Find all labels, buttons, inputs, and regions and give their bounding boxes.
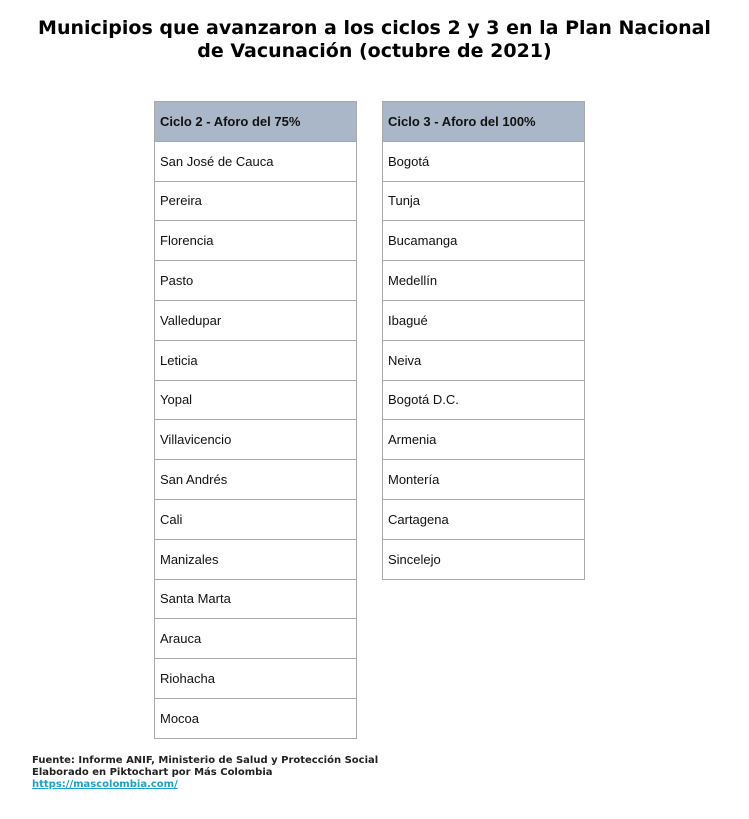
table-cell: Cali: [155, 499, 357, 539]
table-row: [155, 659, 357, 699]
table-row: [383, 141, 585, 181]
table-row: [155, 539, 357, 579]
table-row: [155, 499, 357, 539]
table-row: [155, 420, 357, 460]
table-cell: Medellín: [383, 261, 585, 301]
table-cell: Bucamanga: [383, 221, 585, 261]
table-cell: Armenia: [383, 420, 585, 460]
table-cell: Ibagué: [383, 300, 585, 340]
table-row: [383, 539, 585, 579]
table-cell: Valledupar: [155, 300, 357, 340]
table-cell: Montería: [383, 460, 585, 500]
page-title: [0, 17, 749, 63]
table-cell: Florencia: [155, 221, 357, 261]
table-header-row: [155, 102, 357, 142]
table-row: [155, 698, 357, 738]
table-cell: Villavicencio: [155, 420, 357, 460]
table-row: [155, 460, 357, 500]
table-row: [383, 261, 585, 301]
column-header-ciclo-2: Ciclo 2 - Aforo del 75%: [155, 102, 357, 142]
column-header-ciclo-3: Ciclo 3 - Aforo del 100%: [383, 102, 585, 142]
table-cell: Neiva: [383, 340, 585, 380]
table-header-row: [383, 102, 585, 142]
table-ciclo-2: [154, 101, 357, 739]
table-row: [383, 420, 585, 460]
table-row: [383, 460, 585, 500]
table-row: [155, 261, 357, 301]
table-row: [383, 221, 585, 261]
table-row: [155, 181, 357, 221]
table-cell: Riohacha: [155, 659, 357, 699]
table-cell: Leticia: [155, 340, 357, 380]
table-row: [155, 340, 357, 380]
table-row: [155, 221, 357, 261]
table-cell: Mocoa: [155, 698, 357, 738]
source-note: Fuente: Informe ANIF, Ministerio de Salud y Protección Social: [32, 755, 379, 766]
table-cell: Cartagena: [383, 499, 585, 539]
table-cell: Santa Marta: [155, 579, 357, 619]
table-row: [383, 300, 585, 340]
table-cell: Sincelejo: [383, 539, 585, 579]
table-cell: San Andrés: [155, 460, 357, 500]
table-cell: Pasto: [155, 261, 357, 301]
table-row: [155, 579, 357, 619]
credit-note: Elaborado en Piktochart por Más Colombia: [32, 767, 273, 778]
table-row: [155, 300, 357, 340]
table-cell: Arauca: [155, 619, 357, 659]
title-line-1: Municipios que avanzaron a los ciclos 2 y 3 en la Plan Nacional: [38, 17, 711, 39]
table-row: [155, 141, 357, 181]
table-cell: Manizales: [155, 539, 357, 579]
table-ciclo-3: [382, 101, 585, 580]
footer: [32, 755, 378, 791]
table-cell: Bogotá D.C.: [383, 380, 585, 420]
table-row: [383, 340, 585, 380]
table-row: [383, 181, 585, 221]
table-row: [383, 499, 585, 539]
table-cell: Pereira: [155, 181, 357, 221]
table-cell: Bogotá: [383, 141, 585, 181]
title-line-2: de Vacunación (octubre de 2021): [197, 40, 552, 62]
table-cell: Tunja: [383, 181, 585, 221]
table-row: [155, 619, 357, 659]
table-cell: Yopal: [155, 380, 357, 420]
table-row: [155, 380, 357, 420]
table-row: [383, 380, 585, 420]
source-link[interactable]: https://mascolombia.com/: [32, 779, 178, 790]
table-cell: San José de Cauca: [155, 141, 357, 181]
